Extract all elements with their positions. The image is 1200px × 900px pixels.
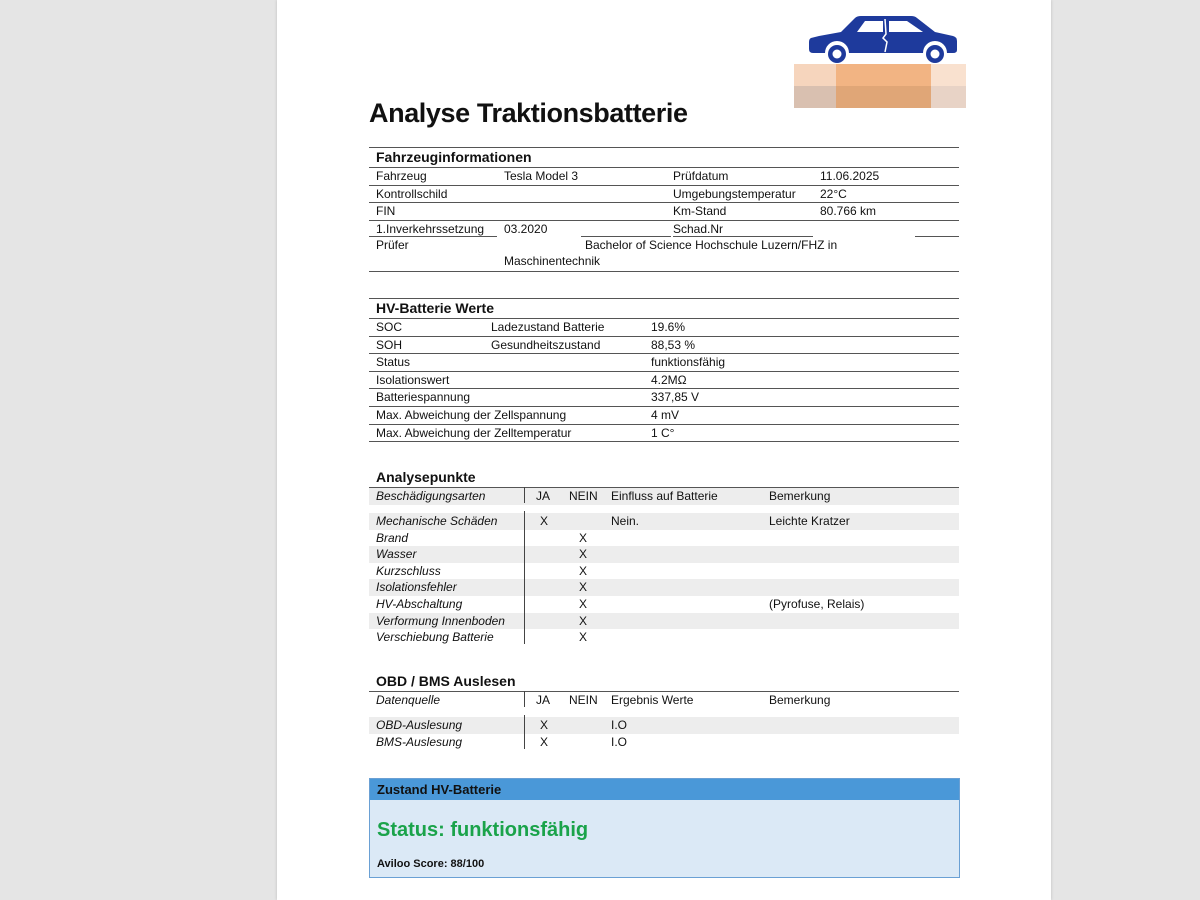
- table-row: [369, 734, 959, 751]
- table-row: [369, 613, 959, 630]
- column-header: JA: [536, 693, 551, 707]
- field-label: Max. Abweichung der Zelltemperatur: [376, 425, 572, 440]
- field-label: FIN: [376, 204, 396, 219]
- table-row: [369, 629, 959, 646]
- field-desc: Ladezustand Batterie: [491, 320, 605, 334]
- field-value: Tesla Model 3: [504, 169, 579, 183]
- field-value: 4 mV: [651, 407, 680, 422]
- field-label: Fahrzeug: [376, 169, 427, 183]
- nein-mark: X: [579, 613, 588, 628]
- row-label: Isolationsfehler: [376, 580, 457, 595]
- field-label: Kontrollschild: [376, 186, 448, 201]
- table-row: [369, 168, 959, 186]
- table-row: [369, 596, 959, 613]
- column-header: NEIN: [569, 489, 598, 503]
- row-label: Verschiebung Batterie: [376, 630, 494, 645]
- result-value: I.O: [611, 734, 628, 749]
- field-desc: Gesundheitszustand: [491, 337, 601, 352]
- car-icon: [807, 12, 959, 66]
- section-title: HV-Batterie Werte: [369, 298, 959, 318]
- vehicle-info-section: [369, 147, 959, 272]
- section-title: Analysepunkte: [376, 469, 476, 485]
- row-label: Verformung Innenboden: [376, 613, 505, 628]
- score-text: Aviloo Score: 88/100: [377, 858, 485, 870]
- column-header: Beschädigungsarten: [376, 489, 486, 503]
- table-row: [369, 513, 959, 530]
- nein-mark: X: [579, 596, 588, 611]
- field-label: Status: [376, 355, 411, 370]
- table-row: [369, 372, 959, 390]
- table-row: [369, 579, 959, 596]
- table-row: [369, 546, 959, 563]
- field-value: 80.766 km: [820, 204, 877, 219]
- column-header: Bemerkung: [769, 489, 831, 503]
- remark-value: Leichte Kratzer: [769, 513, 850, 528]
- column-header: Ergebnis Werte: [611, 693, 694, 707]
- impact-value: Nein.: [611, 513, 640, 528]
- column-header: JA: [536, 489, 551, 503]
- document-page: [277, 0, 1051, 900]
- field-value: 11.06.2025: [820, 169, 880, 183]
- obd-bms-section: [369, 672, 959, 750]
- table-row: [369, 203, 959, 221]
- row-label: Kurzschluss: [376, 563, 441, 578]
- ja-mark: X: [540, 734, 549, 749]
- row-label: Mechanische Schäden: [376, 513, 498, 528]
- field-value: 4.2MΩ: [651, 372, 687, 387]
- field-value: 03.2020: [504, 221, 548, 236]
- ja-mark: X: [540, 717, 549, 732]
- status-box-header: Zustand HV-Batterie: [370, 779, 959, 800]
- battery-status-box: [369, 778, 960, 878]
- examiner-row: [369, 237, 959, 271]
- nein-mark: X: [579, 530, 588, 545]
- field-label: Km-Stand: [673, 204, 727, 219]
- field-value: Bachelor of Science Hochschule Luzern/FHZ in: [585, 238, 838, 253]
- field-label: Batteriespannung: [376, 390, 471, 405]
- table-row: [369, 389, 959, 407]
- section-title: OBD / BMS Auslesen: [376, 673, 516, 689]
- page-title: Analyse Traktionsbatterie: [369, 98, 688, 128]
- row-label: Brand: [376, 530, 409, 545]
- field-label: SOH: [376, 337, 403, 352]
- field-label: SOC: [376, 320, 403, 334]
- field-label: 1.Inverkehrssetzung: [376, 221, 485, 236]
- field-label: Prüfer: [376, 238, 409, 253]
- row-label: HV-Abschaltung: [376, 596, 463, 611]
- column-header: NEIN: [569, 693, 598, 707]
- field-value: Maschinentechnik: [504, 254, 601, 269]
- field-label: Schad.Nr: [673, 221, 724, 236]
- field-value: 337,85 V: [651, 390, 700, 405]
- row-label: Wasser: [376, 547, 417, 562]
- nein-mark: X: [579, 547, 588, 562]
- field-value: 88,53 %: [651, 337, 696, 352]
- column-header: Bemerkung: [769, 693, 831, 707]
- table-row: [369, 221, 959, 238]
- nein-mark: X: [579, 563, 588, 578]
- field-label: Isolationswert: [376, 372, 450, 387]
- field-label: Max. Abweichung der Zellspannung: [376, 407, 567, 422]
- field-value: 22°C: [820, 186, 847, 201]
- analysis-section: [369, 468, 959, 646]
- ja-mark: X: [540, 513, 549, 528]
- column-header: Einfluss auf Batterie: [611, 489, 718, 503]
- table-row: [369, 337, 959, 355]
- field-value: 1 C°: [651, 425, 675, 440]
- table-row: [369, 530, 959, 547]
- table-row: [369, 319, 959, 337]
- battery-values-section: [369, 298, 959, 442]
- table-header-row: [369, 691, 959, 709]
- section-title: Fahrzeuginformationen: [369, 147, 959, 167]
- field-label: Umgebungstemperatur: [673, 186, 796, 201]
- nein-mark: X: [579, 630, 588, 645]
- field-value: 19.6%: [651, 320, 686, 334]
- result-value: I.O: [611, 717, 628, 732]
- table-row: [369, 425, 959, 443]
- table-row: [369, 186, 959, 204]
- table-header-row: [369, 487, 959, 505]
- remark-value: (Pyrofuse, Relais): [769, 596, 865, 611]
- redacted-block: [794, 64, 966, 108]
- table-row: [369, 717, 959, 734]
- row-label: OBD-Auslesung: [376, 717, 463, 732]
- table-row: [369, 407, 959, 425]
- row-label: BMS-Auslesung: [376, 734, 463, 749]
- status-text: Status: funktionsfähig: [377, 819, 589, 841]
- nein-mark: X: [579, 580, 588, 595]
- field-label: Prüfdatum: [673, 169, 729, 183]
- table-row: [369, 563, 959, 580]
- table-row: [369, 354, 959, 372]
- column-header: Datenquelle: [376, 693, 441, 707]
- field-value: funktionsfähig: [651, 355, 726, 370]
